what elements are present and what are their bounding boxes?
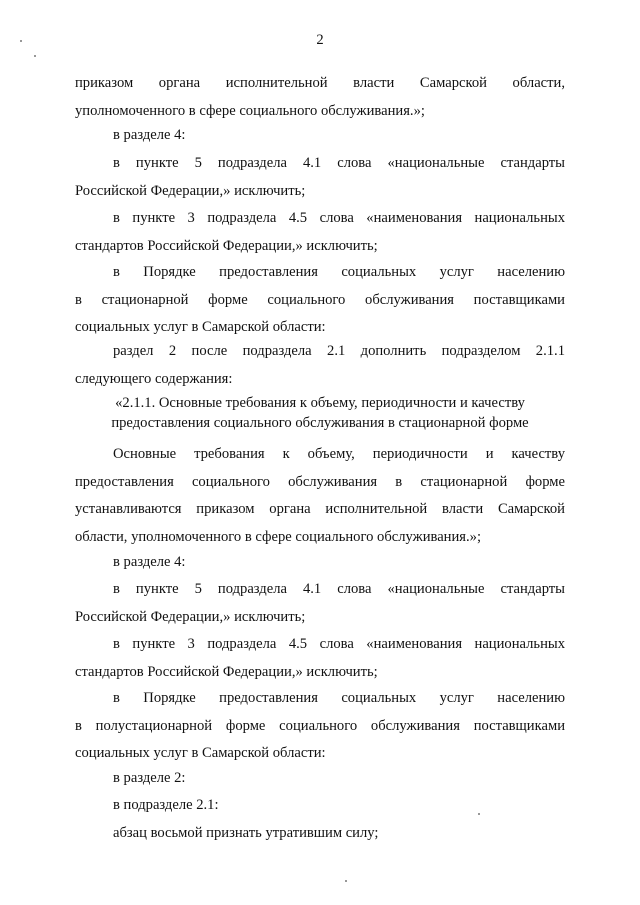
paragraph-repeal (75, 820, 565, 848)
text-line: в пункте 3 подраздела 4.5 слова «наименования национальных (113, 636, 565, 652)
text-line: в пункте 5 подраздела 4.1 слова «национальные стандарты (113, 581, 565, 597)
heading-line: предоставления социального обслуживания в стационарной форме (111, 415, 529, 431)
text-line: приказом органа исполнительной власти Самарской области, (75, 75, 565, 91)
paragraph-prikaz-continuation (75, 70, 565, 125)
paragraph-semistationary-order (75, 685, 565, 768)
text-line: в разделе 4: (113, 127, 186, 143)
text-line: социальных услуг в Самарской области: (75, 319, 326, 336)
paragraph-item-5-b (75, 576, 565, 631)
scan-speck (478, 813, 480, 815)
paragraph-subsection-2-1 (75, 792, 565, 820)
scan-speck (345, 880, 347, 882)
text-line: в подразделе 2.1: (113, 797, 219, 813)
paragraph-stationary-order (75, 259, 565, 342)
text-line: Российской Федерации,» исключить; (75, 182, 306, 199)
paragraph-section-2 (75, 765, 565, 793)
paragraph-section-4-b (75, 549, 565, 577)
text-line: уполномоченного в сфере социального обслуживания.»; (75, 102, 425, 119)
text-line: Основные требования к объему, периодичности и качеству (113, 446, 565, 462)
text-line: следующего содержания: (75, 370, 233, 387)
text-line: стандартов Российской Федерации,» исключить; (75, 663, 378, 680)
text-line: стандартов Российской Федерации,» исключить; (75, 237, 378, 254)
text-line: предоставления социального обслуживания в стационарной форме (75, 473, 565, 490)
scan-speck (34, 55, 36, 57)
scan-speck (20, 40, 22, 42)
text-line: устанавливаются приказом органа исполнительной власти Самарской (75, 501, 565, 518)
heading-line: «2.1.1. Основные требования к объему, периодичности и качеству (115, 395, 525, 411)
paragraph-add-subsection (75, 338, 565, 393)
text-line: в Порядке предоставления социальных услуг населению (113, 264, 565, 280)
paragraph-item-3 (75, 205, 565, 260)
text-line: социальных услуг в Самарской области: (75, 745, 326, 762)
text-line: абзац восьмой признать утратившим силу; (113, 825, 379, 841)
text-line: в стационарной форме социального обслуживания поставщиками (75, 291, 565, 308)
text-line: в полустационарной форме социального обслуживания поставщиками (75, 717, 565, 734)
subsection-heading (75, 393, 565, 433)
paragraph-requirements (75, 441, 565, 551)
text-line: в пункте 3 подраздела 4.5 слова «наименования национальных (113, 210, 565, 226)
text-line: в разделе 2: (113, 770, 186, 786)
text-line: Российской Федерации,» исключить; (75, 608, 306, 625)
text-line: области, уполномоченного в сфере социального обслуживания.»; (75, 528, 482, 545)
text-line: в разделе 4: (113, 554, 186, 570)
paragraph-section-4 (75, 122, 565, 150)
page-number: 2 (316, 32, 324, 48)
text-line: в Порядке предоставления социальных услуг населению (113, 690, 565, 706)
text-line: раздел 2 после подраздела 2.1 дополнить подразделом 2.1.1 (113, 343, 565, 359)
paragraph-item-5 (75, 150, 565, 205)
paragraph-item-3-b (75, 631, 565, 686)
text-line: в пункте 5 подраздела 4.1 слова «национальные стандарты (113, 155, 565, 171)
